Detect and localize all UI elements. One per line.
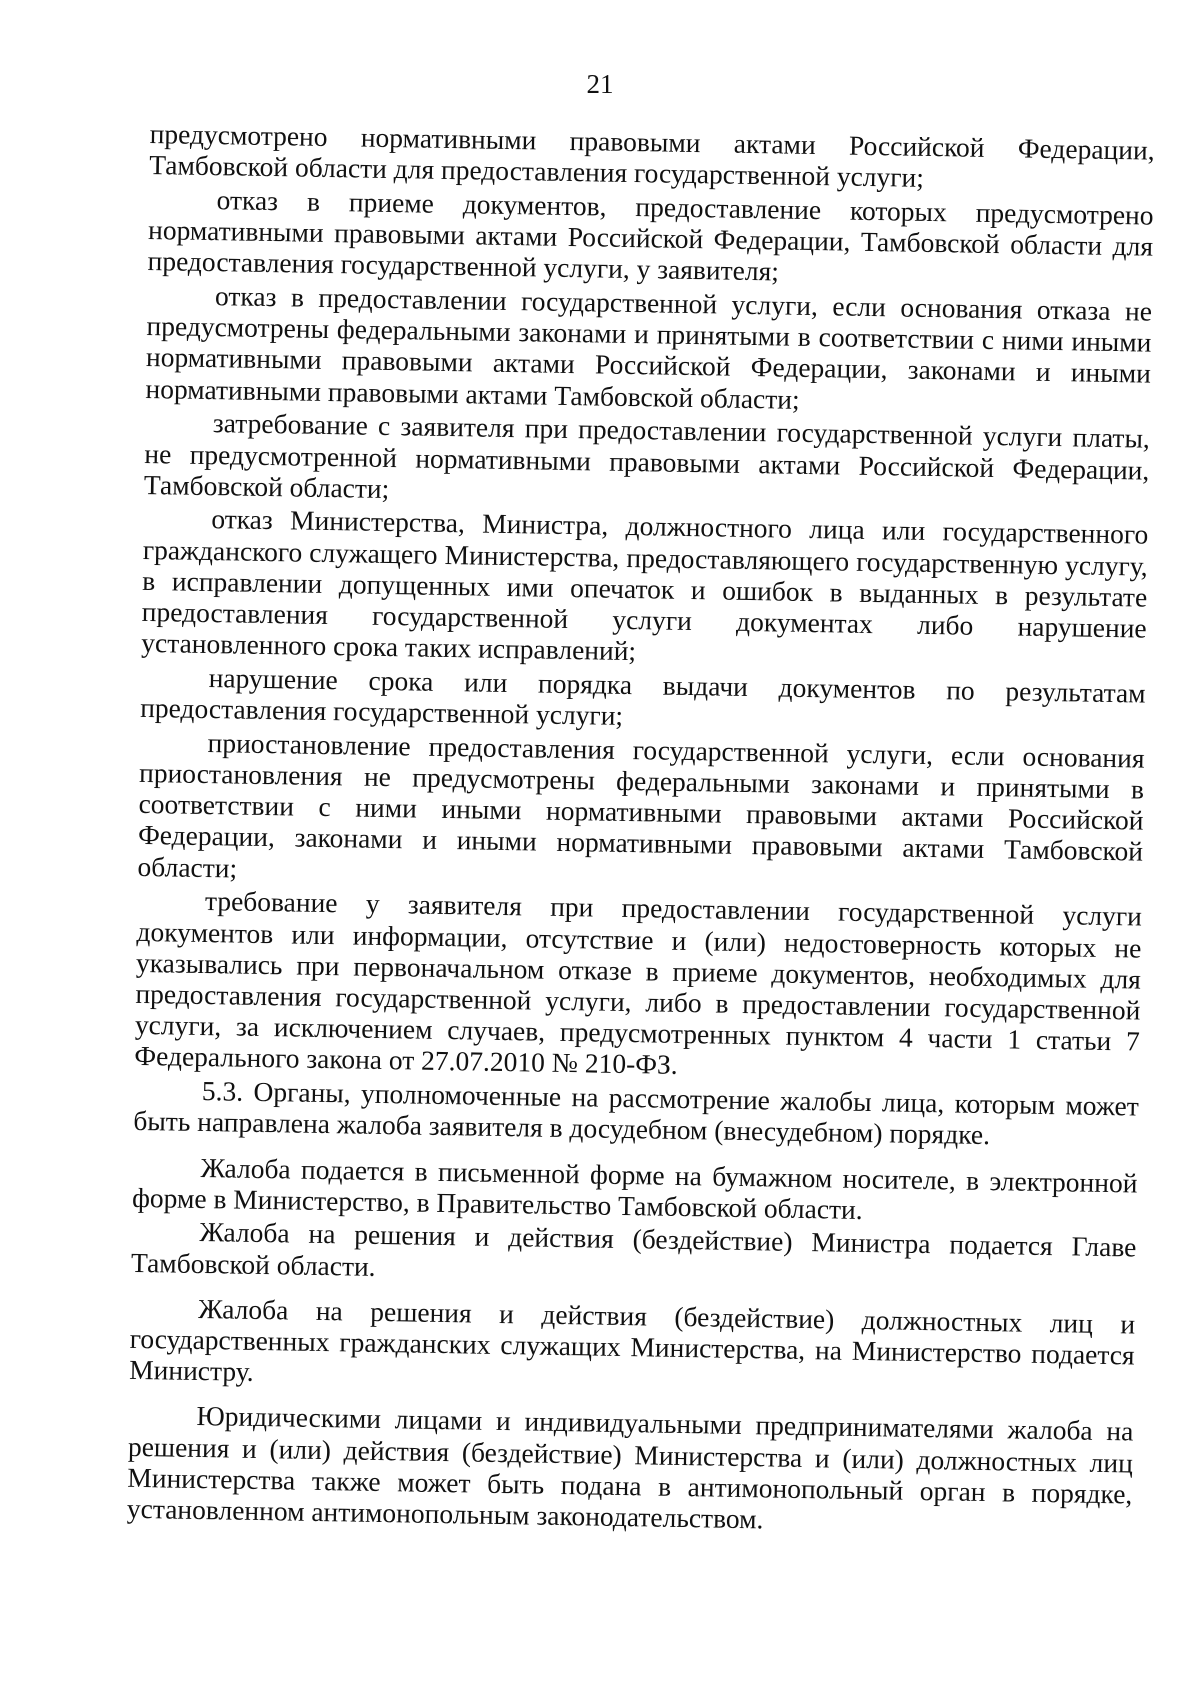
paragraph-3: отказ в предоставлении государственной услуги, если основания отказа не предусмотрены федеральными законами и принятыми в соответствии с ними иными нормативными правовыми актами Российской Федерации, законами и иными нормативными правовыми актами Тамбовской области;: [145, 280, 1153, 415]
paragraph-12: Жалоба на решения и действия (бездействие) должностных лиц и государственных гражданских служащих Министерства, на Министерство подается Министру.: [128, 1292, 1136, 1388]
paragraph-11: Жалоба на решения и действия (бездействие) Министра подается Главе Тамбовской области.: [130, 1216, 1137, 1282]
document-body: [127, 118, 1155, 1543]
paragraph-2: отказ в приеме документов, предоставление которых предусмотрено нормативными правовыми актами Российской Федерации, Тамбовской области для предоставления государственной услуги, у заявителя;: [147, 184, 1154, 287]
paragraph-4: затребование с заявителя при предоставлении государственной услуги платы, не предусмотренной нормативными правовыми актами Российской Федерации, Тамбовской области;: [143, 407, 1151, 504]
paragraph-10: Жалоба подается в письменной форме на бумажном носителе, в электронной форме в Министерство, в Правительство Тамбовской области.: [131, 1151, 1138, 1225]
paragraph-7: приостановление предоставления государственной услуги, если основания приостановления не предусмотрены федеральными законами и принятыми в соответствии с ними иными нормативными правовыми актами Российской Федерации, законами и иными нормативными правовыми актами Тамбовской области;: [137, 726, 1145, 884]
paragraph-1: предусмотрено нормативными правовыми актами Российской Федерации, Тамбовской области для предоставления государственной услуги;: [148, 118, 1155, 194]
paragraph-13: Юридическими лицами и индивидуальными предпринимателями жалоба на решения и (или) действия (бездействие) Министерства и (или) должностных лиц Министерства также может быть подана в антимонопольный орган в порядке, установленном антимонопольным законодательством.: [126, 1400, 1134, 1535]
paragraph-6: нарушение срока или порядка выдачи документов по результатам предоставления государственной услуги;: [139, 662, 1146, 732]
paragraph-8: требование у заявителя при предоставлении государственной услуги документов или информации, отсутствие и (или) недостоверность которых не указывались при первоначальном отказе в приеме документов, необходимых для предоставления государственной услуги, либо в предоставлении государственной услуги, за исключением случаев, предусмотренных пунктом 4 части 1 статьи 7 Федерального закона от 27.07.2010 № 210-ФЗ.: [134, 885, 1143, 1081]
paragraph-5: отказ Министерства, Министра, должностного лица или государственного гражданского служащего Министерства, предоставляющего государственную услугу, в исправлении допущенных ими опечаток и ошибок в выданных в результате предоставления государственной услуги документах либо нарушение установленного срока таких исправлений;: [141, 503, 1149, 667]
paragraph-9-section-5-3: 5.3. Органы, уполномоченные на рассмотрение жалобы лица, которым может быть направлена жалоба заявителя в досудебном (внесудебном) порядке.: [133, 1075, 1140, 1151]
page-number: 21: [586, 69, 614, 99]
